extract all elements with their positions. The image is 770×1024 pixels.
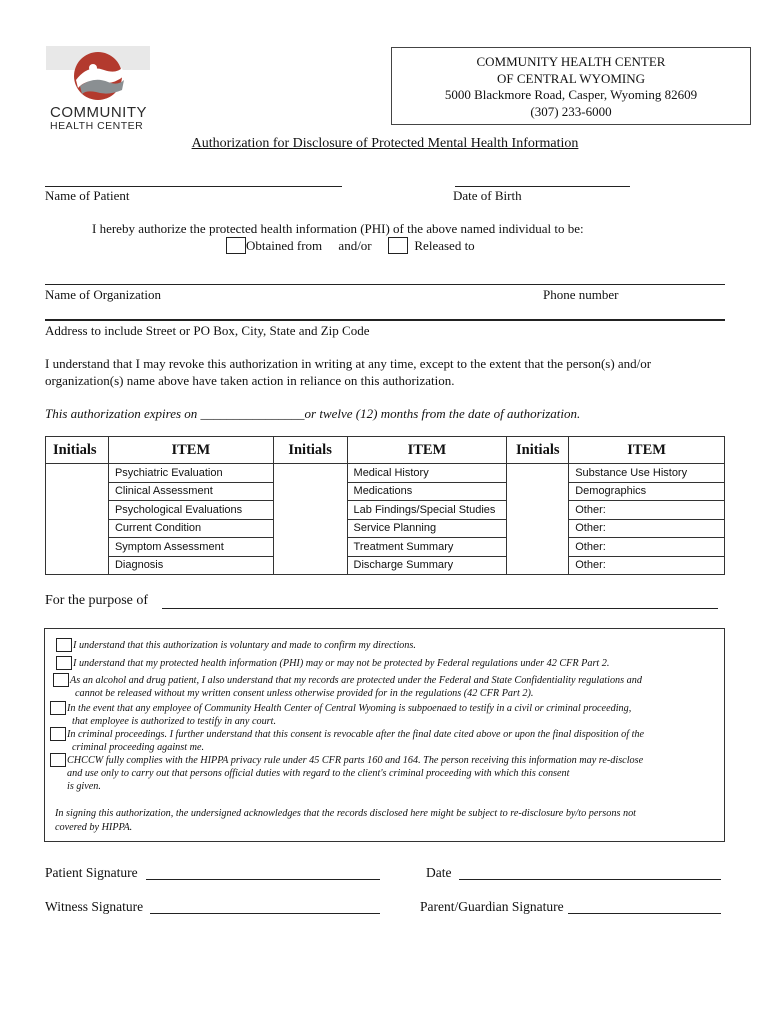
witness-signature-label: Witness Signature <box>45 899 144 914</box>
initials-cell[interactable] <box>273 519 347 538</box>
table-header: Initials <box>507 437 569 464</box>
initials-cell[interactable] <box>507 556 569 575</box>
table-row <box>46 556 725 575</box>
item-cell: Lab Findings/Special Studies <box>347 501 507 520</box>
table-header: ITEM <box>108 437 273 464</box>
item-cell: Other: <box>569 519 725 538</box>
consent-checkbox-criminal-proceedings[interactable] <box>50 727 66 741</box>
authorize-statement: I hereby authorize the protected health information (PHI) of the above named individual to be: <box>92 221 584 236</box>
form-title-text: Authorization for Disclosure of Protected Mental Health Information <box>191 136 579 151</box>
released-to-checkbox[interactable] <box>388 237 408 254</box>
expiration-statement: This authorization expires on ________________or twelve (12) months from the date of authorization. <box>45 406 581 421</box>
obtained-from-label: Obtained from <box>246 238 323 253</box>
signing-acknowledgement: In signing this authorization, the undersigned acknowledges that the records disclosed here might be subject to re-disclosure by/to persons not <box>55 808 636 819</box>
initials-cell[interactable] <box>46 501 109 520</box>
initials-cell[interactable] <box>507 501 569 520</box>
witness-signature-field[interactable] <box>150 913 380 914</box>
guardian-signature-field[interactable] <box>568 913 721 914</box>
authorize-options <box>226 237 475 254</box>
table-row <box>46 519 725 538</box>
consent-statements-box <box>44 628 725 842</box>
organization-name-label: Name of Organization <box>45 287 161 302</box>
item-cell: Other: <box>569 501 725 520</box>
clinic-phone: (307) 233-6000 <box>530 103 612 119</box>
date-label: Date <box>426 865 452 880</box>
revoke-statement-line2: organization(s) name above have taken action in reliance on this authorization. <box>45 373 455 388</box>
initials-cell[interactable] <box>507 482 569 501</box>
initials-cell[interactable] <box>46 538 109 557</box>
date-field[interactable] <box>459 879 721 880</box>
table-row <box>46 482 725 501</box>
initials-cell[interactable] <box>273 482 347 501</box>
item-cell: Medications <box>347 482 507 501</box>
patient-signature-label: Patient Signature <box>45 865 138 880</box>
form-title <box>0 136 770 152</box>
consent-hippa-text: CHCCW fully complies with the HIPPA privacy rule under 45 CFR parts 160 and 164. The person receiving this information may re-disclose <box>67 755 644 766</box>
initials-cell[interactable] <box>46 556 109 575</box>
table-row <box>46 501 725 520</box>
and-or-label: and/or <box>338 238 372 253</box>
table-header: Initials <box>273 437 347 464</box>
consent-phi-text: I understand that my protected health information (PHI) may or may not be protected by Federal regulations under 42 CFR Part 2. <box>73 658 610 669</box>
address-field[interactable] <box>45 319 725 321</box>
logo-emblem-icon <box>46 46 150 104</box>
item-cell: Clinical Assessment <box>108 482 273 501</box>
patient-name-label: Name of Patient <box>45 188 130 203</box>
patient-name-field[interactable] <box>45 186 342 187</box>
initials-cell[interactable] <box>46 464 109 483</box>
clinic-name: COMMUNITY HEALTH CENTER <box>476 54 666 69</box>
released-to-label: Released to <box>414 238 475 253</box>
item-cell: Psychological Evaluations <box>108 501 273 520</box>
clinic-address: 5000 Blackmore Road, Casper, Wyoming 82609 <box>444 87 698 102</box>
item-cell: Substance Use History <box>569 464 725 483</box>
purpose-label: For the purpose of <box>45 593 149 608</box>
patient-signature-field[interactable] <box>146 879 380 880</box>
purpose-field[interactable] <box>162 608 718 609</box>
consent-voluntary-text: I understand that this authorization is voluntary and made to confirm my directions. <box>73 640 416 651</box>
obtained-from-checkbox[interactable] <box>226 237 246 254</box>
table-header: ITEM <box>347 437 507 464</box>
initials-cell[interactable] <box>46 482 109 501</box>
logo-wordmark-community: COMMUNITY <box>50 104 147 121</box>
consent-alcohol-drug-text-cont: cannot be released without my written consent unless otherwise provided for in the regulations (42 CFR Part 2). <box>75 688 534 699</box>
item-cell: Current Condition <box>108 519 273 538</box>
clinic-name-line2: OF CENTRAL WYOMING <box>496 70 646 86</box>
clinic-address-box <box>391 47 751 125</box>
address-label: Address to include Street or PO Box, City, State and Zip Code <box>45 323 370 338</box>
initials-cell[interactable] <box>273 501 347 520</box>
phone-number-label: Phone number <box>543 287 619 302</box>
initials-cell[interactable] <box>273 538 347 557</box>
date-of-birth-field[interactable] <box>455 186 630 187</box>
consent-checkbox-phi-protection[interactable] <box>56 656 72 670</box>
consent-hippa-text-end: is given. <box>67 781 101 792</box>
table-header-row <box>46 437 725 464</box>
item-cell: Treatment Summary <box>347 538 507 557</box>
records-item-table <box>45 436 725 575</box>
item-cell: Demographics <box>569 482 725 501</box>
table-header: ITEM <box>569 437 725 464</box>
initials-cell[interactable] <box>507 519 569 538</box>
table-row <box>46 464 725 483</box>
clinic-logo <box>46 46 150 132</box>
initials-cell[interactable] <box>273 556 347 575</box>
table-row <box>46 538 725 557</box>
consent-checkbox-subpoena[interactable] <box>50 701 66 715</box>
consent-subpoena-text-cont: that employee is authorized to testify in any court. <box>72 716 276 727</box>
item-cell: Psychiatric Evaluation <box>108 464 273 483</box>
consent-checkbox-voluntary[interactable] <box>56 638 72 652</box>
item-cell: Other: <box>569 538 725 557</box>
consent-alcohol-drug-text: As an alcohol and drug patient, I also understand that my records are protected under the Federal and State Confidentiality regulations and <box>70 675 642 686</box>
signing-acknowledgement-cont: covered by HIPPA. <box>55 822 133 833</box>
item-cell: Other: <box>569 556 725 575</box>
organization-field[interactable] <box>45 284 725 285</box>
consent-hippa-text-cont: and use only to carry out that persons official duties with regard to the client's criminal proceeding with which this consent <box>67 768 570 779</box>
initials-cell[interactable] <box>507 538 569 557</box>
revoke-statement-line1: I understand that I may revoke this authorization in writing at any time, except to the extent that the person(s) and/or <box>45 356 652 371</box>
item-cell: Diagnosis <box>108 556 273 575</box>
consent-criminal-text: In criminal proceedings. I further understand that this consent is revocable after the final date cited above or upon the final disposition of the <box>67 729 645 740</box>
table-header: Initials <box>46 437 109 464</box>
initials-cell[interactable] <box>46 519 109 538</box>
guardian-signature-label: Parent/Guardian Signature <box>420 899 564 914</box>
consent-checkbox-alcohol-drug[interactable] <box>53 673 69 687</box>
item-cell: Symptom Assessment <box>108 538 273 557</box>
initials-cell[interactable] <box>273 464 347 483</box>
consent-criminal-text-cont: criminal proceeding against me. <box>72 742 205 753</box>
initials-cell[interactable] <box>507 464 569 483</box>
item-cell: Medical History <box>347 464 507 483</box>
consent-checkbox-hippa[interactable] <box>50 753 66 767</box>
date-of-birth-label: Date of Birth <box>453 188 522 203</box>
item-cell: Service Planning <box>347 519 507 538</box>
item-cell: Discharge Summary <box>347 556 507 575</box>
logo-wordmark-health-center: HEALTH CENTER <box>50 120 144 132</box>
consent-subpoena-text: In the event that any employee of Community Health Center of Central Wyoming is subpoenaed to testify in a civil or criminal proceeding, <box>67 703 632 714</box>
